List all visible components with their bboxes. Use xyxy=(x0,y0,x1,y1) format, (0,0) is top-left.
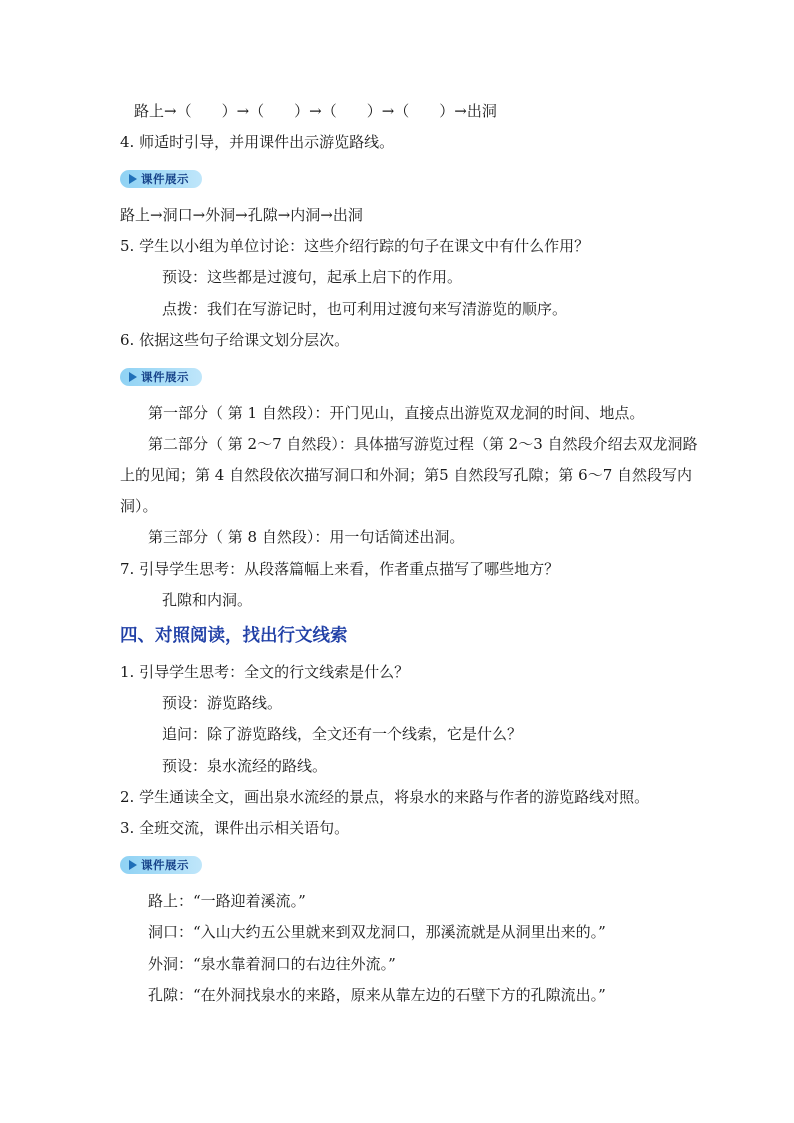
badge-label: 课件展示 xyxy=(141,858,189,872)
section-step-3: 3. 全班交流，课件出示相关语句。 xyxy=(120,819,350,837)
route-blank-line: 路上→（ ）→（ ）→（ ）→（ ）→出洞 xyxy=(134,102,497,120)
part-1-text: 第一部分（ 第 1 自然段）：开门见山，直接点出游览双龙洞的时间、地点。 xyxy=(148,404,645,422)
preset-text: 预设：这些都是过渡句，起承上启下的作用。 xyxy=(162,268,463,286)
part-2-text-cont: 上的见闻；第 4 自然段依次描写洞口和外洞；第5 自然段写孔隙；第 6～7 自然段写内 xyxy=(120,466,693,484)
badge-label: 课件展示 xyxy=(141,172,189,186)
quote-gap: 孔隙：“在外洞找泉水的来路，原来从靠左边的石壁下方的孔隙流出。” xyxy=(148,986,606,1004)
step-4-text: 4. 师适时引导，并用课件出示游览路线。 xyxy=(120,133,395,151)
play-icon xyxy=(129,174,137,184)
step-6-text: 6. 依据这些句子给课文划分层次。 xyxy=(120,331,350,349)
quote-road: 路上：“一路迎着溪流。” xyxy=(148,892,306,910)
courseware-badge xyxy=(120,170,202,188)
quote-entrance: 洞口：“入山大约五公里就来到双龙洞口，那溪流就是从洞里出来的。” xyxy=(148,923,606,941)
courseware-badge xyxy=(120,368,202,386)
section-heading: 四、对照阅读，找出行文线索 xyxy=(120,626,348,646)
play-icon xyxy=(129,372,137,382)
quote-outer-cave: 外洞：“泉水靠着洞口的右边往外流。” xyxy=(148,955,396,973)
route-answer-line: 路上→洞口→外洞→孔隙→内洞→出洞 xyxy=(120,206,363,224)
section-step-1: 1. 引导学生思考：全文的行文线索是什么？ xyxy=(120,663,410,681)
point-text: 点拨：我们在写游记时，也可利用过渡句来写清游览的顺序。 xyxy=(162,300,568,318)
part-2-text-end: 洞）。 xyxy=(120,497,158,515)
answer-7-text: 孔隙和内洞。 xyxy=(162,591,253,609)
courseware-badge xyxy=(120,856,202,874)
play-icon xyxy=(129,860,137,870)
step-5-text: 5. 学生以小组为单位讨论：这些介绍行踪的句子在课文中有什么作用？ xyxy=(120,237,590,255)
section-followup: 追问：除了游览路线，全文还有一个线索，它是什么？ xyxy=(162,725,523,743)
section-step-2: 2. 学生通读全文，画出泉水流经的景点，将泉水的来路与作者的游览路线对照。 xyxy=(120,788,650,806)
step-7-text: 7. 引导学生思考：从段落篇幅上来看，作者重点描写了哪些地方？ xyxy=(120,560,560,578)
badge-label: 课件展示 xyxy=(141,370,189,384)
section-preset-2: 预设：泉水流经的路线。 xyxy=(162,757,328,775)
part-2-text: 第二部分（ 第 2～7 自然段）：具体描写游览过程（第 2～3 自然段介绍去双龙洞路 xyxy=(148,435,698,453)
section-preset: 预设：游览路线。 xyxy=(162,694,283,712)
part-3-text: 第三部分（ 第 8 自然段）：用一句话简述出洞。 xyxy=(148,528,465,546)
